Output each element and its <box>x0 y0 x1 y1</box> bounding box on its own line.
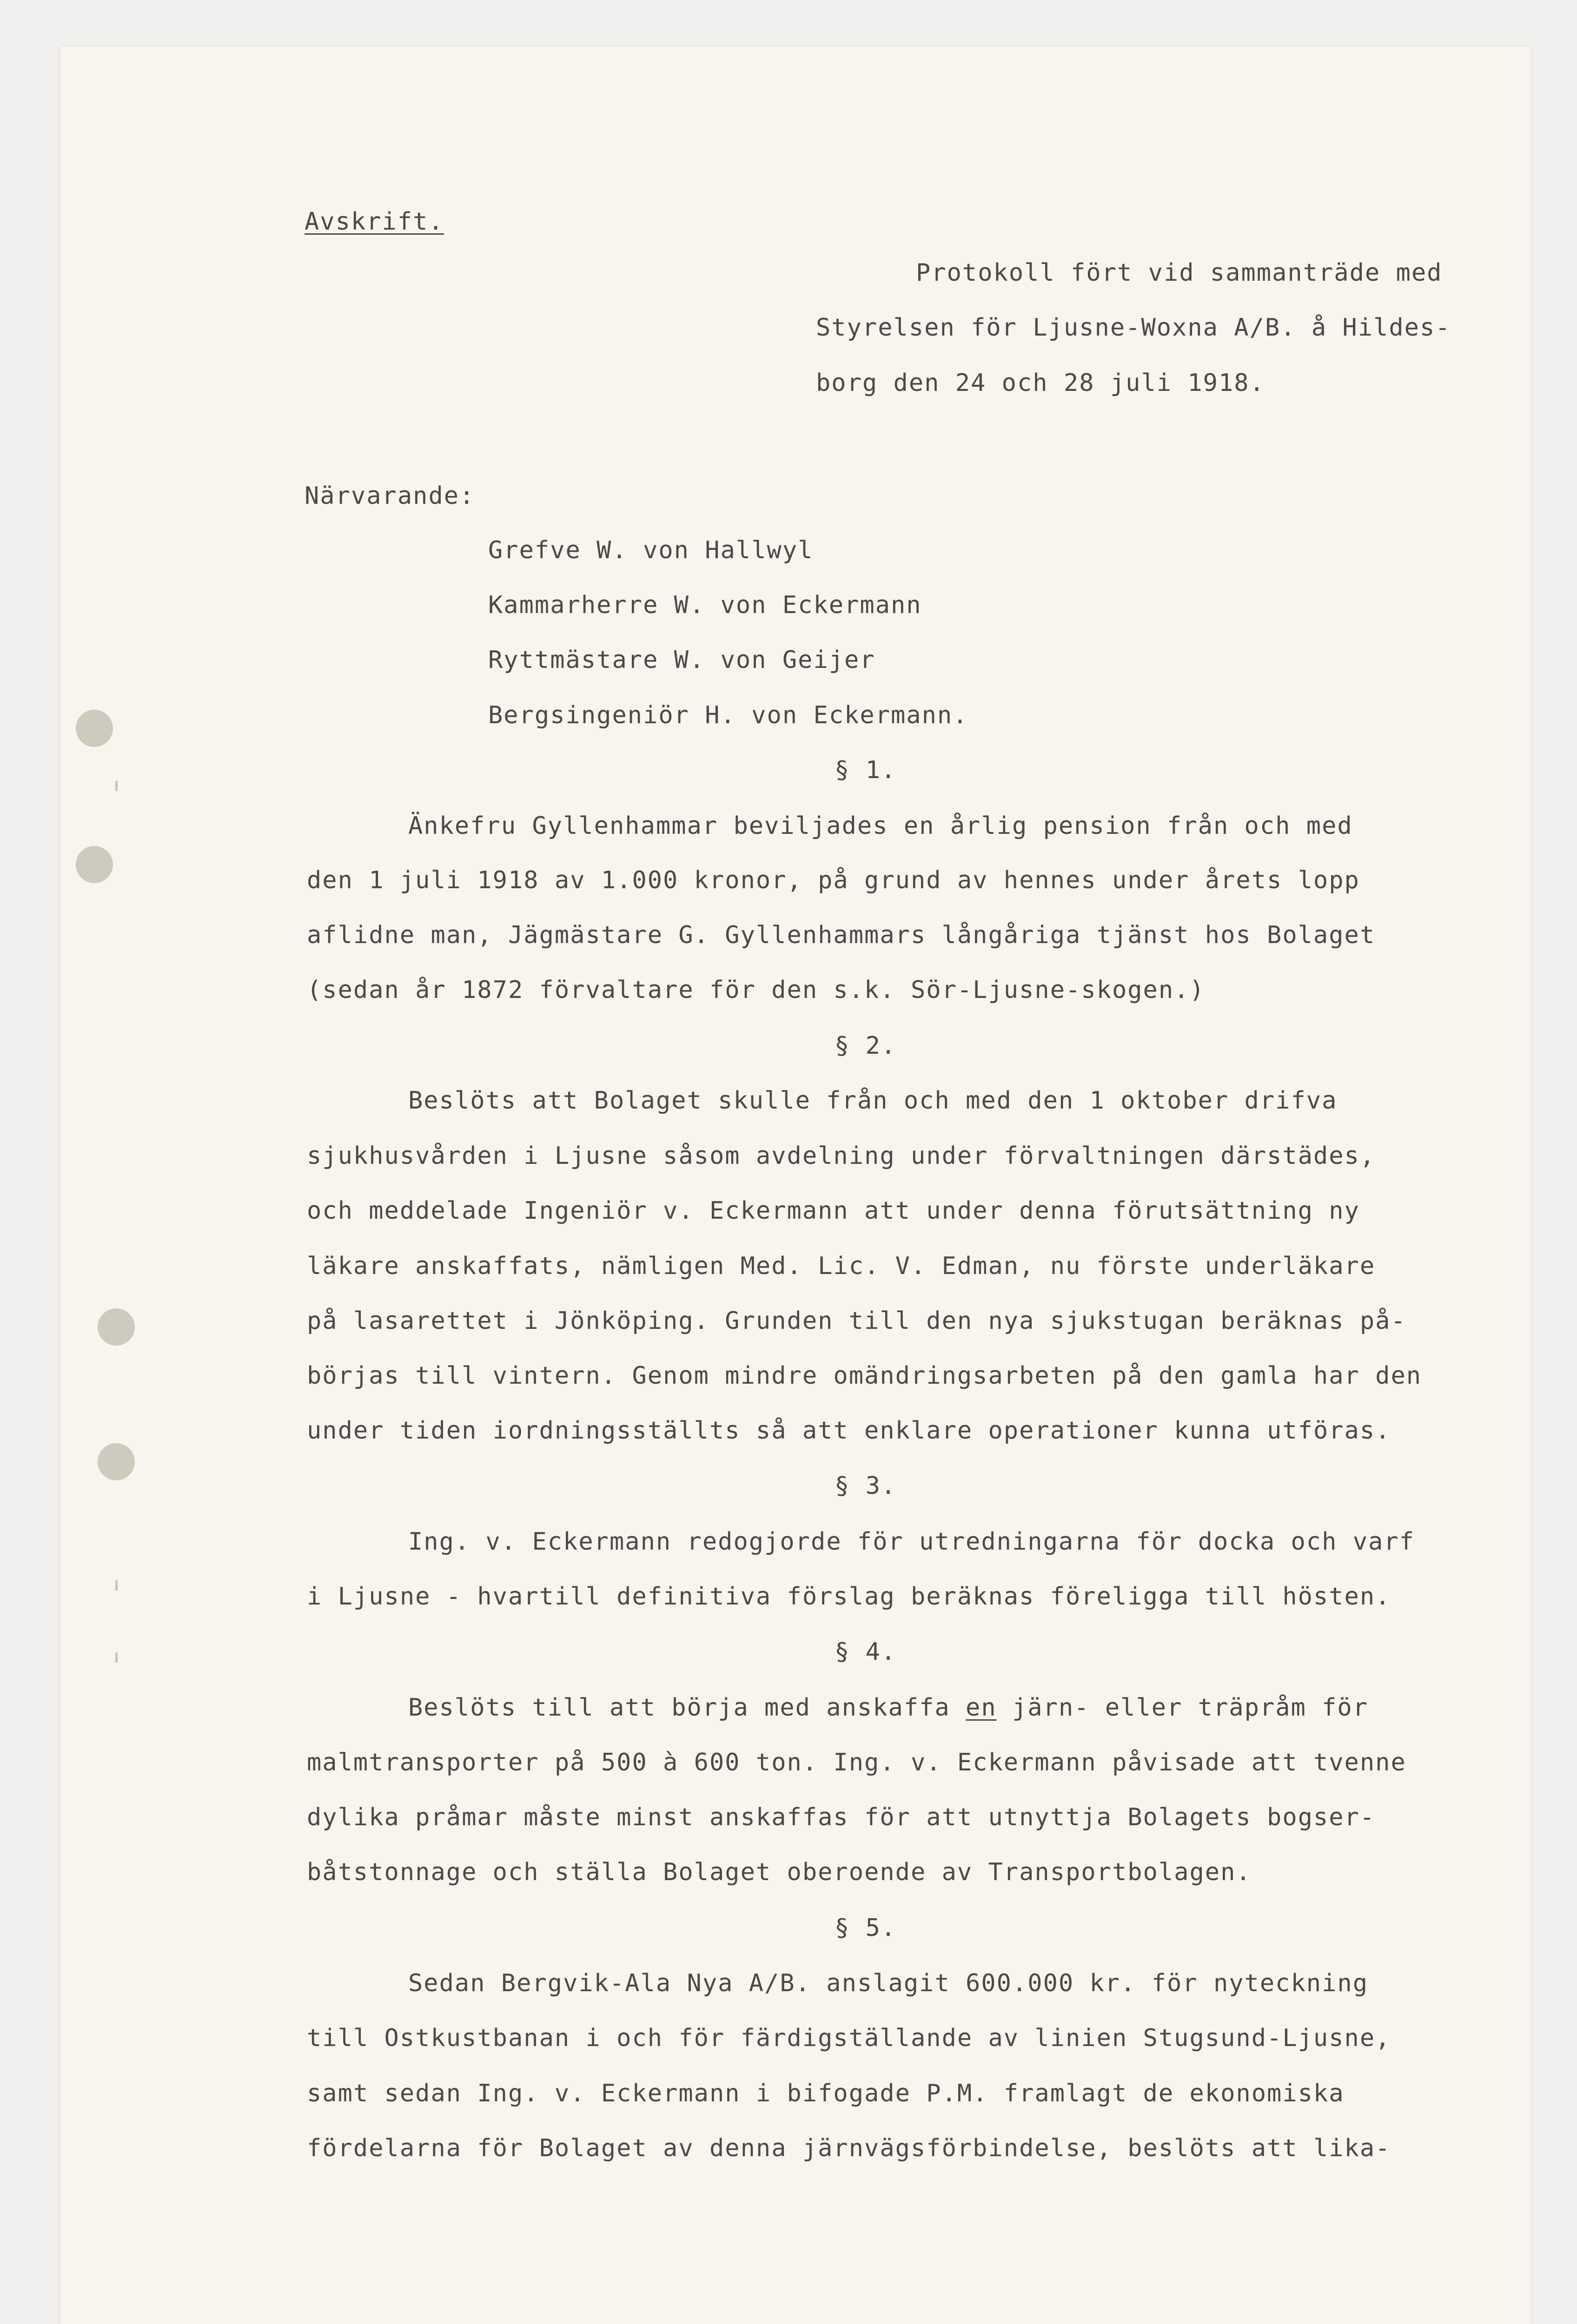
paper-mark <box>115 1652 118 1663</box>
paragraph-line: på lasarettet i Jönköping. Grunden till den nya sjukstugan beräknas på- <box>307 1307 1406 1335</box>
paragraph-line: fördelarna för Bolaget av denna järnvägsförbindelse, beslöts att lika- <box>307 2134 1391 2162</box>
intro-line: borg den 24 och 28 juli 1918. <box>816 369 1265 397</box>
paragraph-line: börjas till vintern. Genom mindre omändringsarbeten på den gamla har den <box>307 1362 1422 1390</box>
document-title: Avskrift. <box>305 208 444 236</box>
paragraph-line: dylika pråmar måste minst anskaffas för att utnyttja Bolagets bogser- <box>307 1803 1376 1831</box>
punch-hole <box>76 710 113 747</box>
paragraph-line: båtstonnage och ställa Bolaget oberoende av Transportbolagen. <box>307 1858 1252 1886</box>
paragraph-line: i Ljusne - hvartill definitiva förslag beräknas föreligga till hösten. <box>307 1583 1391 1611</box>
section-heading: § 5. <box>835 1914 897 1942</box>
intro-line: Protokoll fört vid sammanträde med <box>916 259 1443 287</box>
paragraph-line: samt sedan Ing. v. Eckermann i bifogade P.M. framlagt de ekonomiska <box>307 2080 1345 2107</box>
punch-hole <box>98 1443 135 1480</box>
attendance-label: Närvarande: <box>305 482 475 510</box>
paragraph-line: aflidne man, Jägmästare G. Gyllenhammars långåriga tjänst hos Bolaget <box>307 921 1376 949</box>
paragraph-line: Ing. v. Eckermann redogjorde för utredningarna för docka och varf <box>408 1528 1415 1556</box>
paper-mark <box>115 1580 118 1591</box>
punch-hole <box>76 846 113 883</box>
line-end: järn- eller träpråm för <box>1012 1694 1369 1722</box>
paragraph-line: den 1 juli 1918 av 1.000 kronor, på grund av hennes under årets lopp <box>307 866 1360 894</box>
paper-mark <box>115 781 118 791</box>
attendee: Bergsingeniör H. von Eckermann. <box>488 701 968 729</box>
attendee: Ryttmästare W. von Geijer <box>488 646 875 674</box>
paragraph-line: malmtransporter på 500 à 600 ton. Ing. v. Eckermann påvisade att tvenne <box>307 1749 1406 1776</box>
section-heading: § 4. <box>835 1638 897 1666</box>
paragraph-line: Sedan Bergvik-Ala Nya A/B. anslagit 600.000 kr. för nyteckning <box>408 1969 1369 1997</box>
paragraph-line: och meddelade Ingeniör v. Eckermann att under denna förutsättning ny <box>307 1197 1360 1225</box>
paragraph-line: Änkefru Gyllenhammar beviljades en årlig pension från och med <box>408 812 1353 840</box>
attendee: Kammarherre W. von Eckermann <box>488 591 922 619</box>
paragraph-line: sjukhusvården i Ljusne såsom avdelning under förvaltningen därstädes, <box>307 1142 1376 1170</box>
paragraph-line: Beslöts att Bolaget skulle från och med den 1 oktober drifva <box>408 1087 1338 1115</box>
punch-hole <box>98 1308 135 1346</box>
paragraph-line: under tiden iordningsställts så att enklare operationer kunna utföras. <box>307 1417 1391 1445</box>
paragraph-line: (sedan år 1872 förvaltare för den s.k. Sör-Ljusne-skogen.) <box>307 976 1205 1004</box>
paragraph-line: läkare anskaffats, nämligen Med. Lic. V. Edman, nu förste underläkare <box>307 1252 1376 1280</box>
section-heading: § 2. <box>835 1032 897 1060</box>
attendee: Grefve W. von Hallwyl <box>488 536 814 564</box>
intro-line: Styrelsen för Ljusne-Woxna A/B. å Hildes- <box>816 314 1451 342</box>
line-start: Beslöts till att börja med anskaffa <box>408 1694 950 1722</box>
emphasized-word: en <box>966 1694 997 1722</box>
section-heading: § 1. <box>835 756 897 784</box>
paragraph-line <box>408 1693 1368 1723</box>
paragraph-line: till Ostkustbanan i och för färdigställande av linien Stugsund-Ljusne, <box>307 2024 1391 2052</box>
section-heading: § 3. <box>835 1472 897 1500</box>
